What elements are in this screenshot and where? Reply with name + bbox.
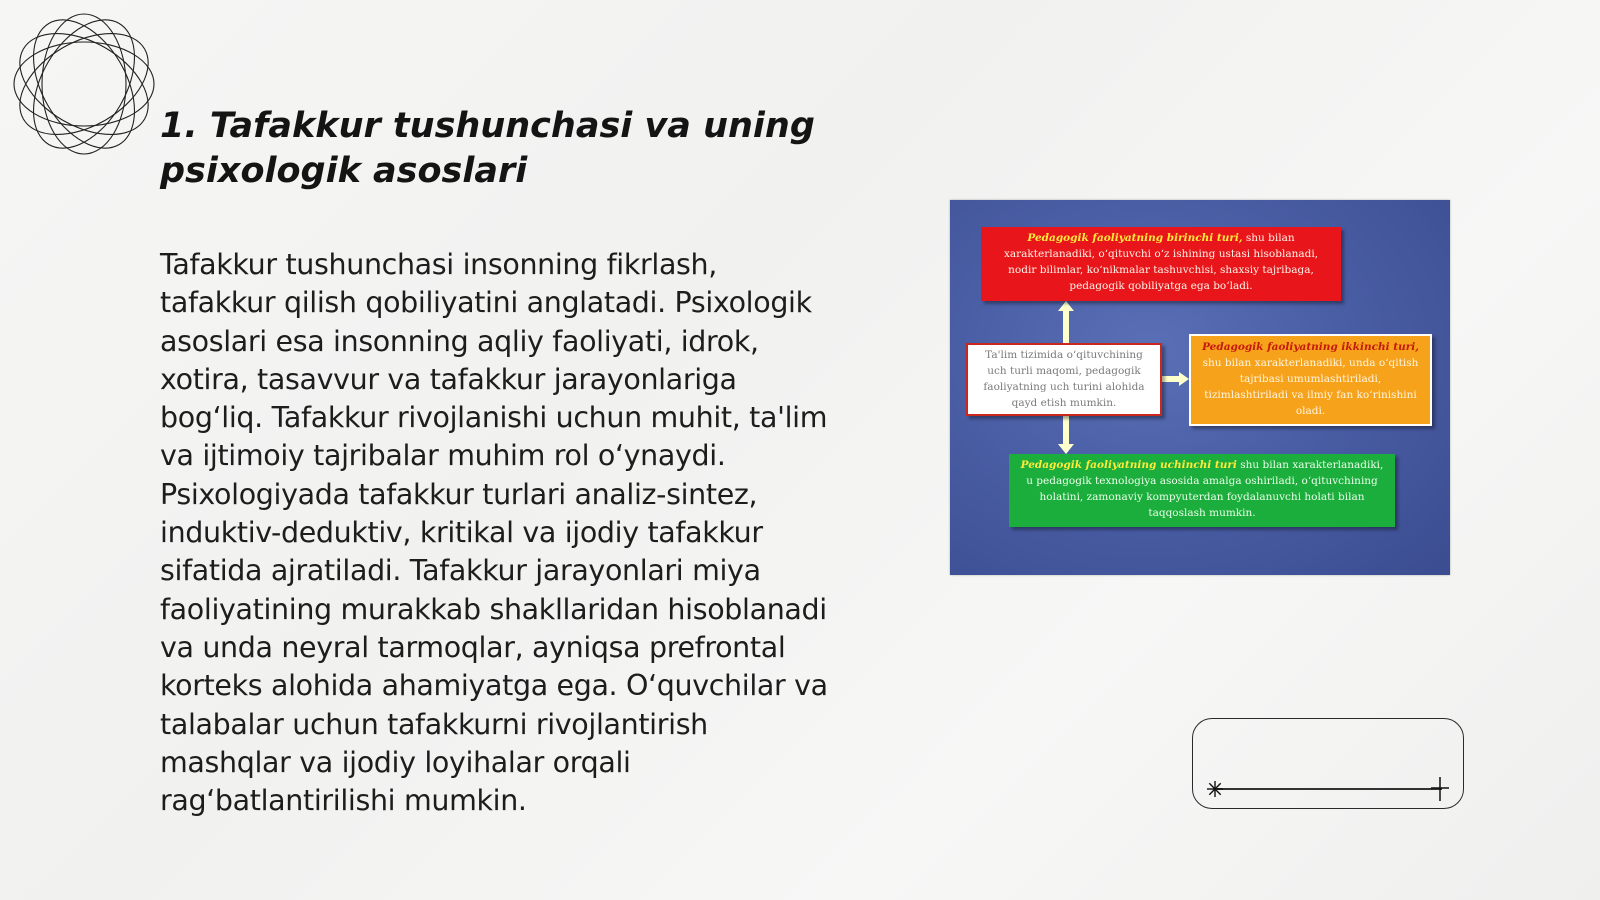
second-type-text: shu bilan xarakterlanadiki, unda o‘qitish tajribasi umumlashtiriladi, tizimlashtiriladi va ilmiy fan ko‘rinishini oladi. [1202, 357, 1419, 417]
third-type-lead: Pedagogik faoliyatning uchinchi turi [1020, 459, 1237, 471]
first-type-lead: Pedagogik faoliyatning birinchi turi, [1027, 232, 1243, 244]
star-burst-icon [1205, 779, 1225, 799]
second-type-lead: Pedagogik faoliyatning ikkinchi turi, [1202, 341, 1419, 353]
arrow-up-icon [1058, 301, 1074, 343]
arrow-down-icon [1058, 416, 1074, 454]
slide-body-text: Tafakkur tushunchasi insonning fikrlash, tafakkur qilish qobiliyatini anglatadi. Psixologik asoslari esa insonning aqliy faoliyati, idrok, xotira, tasavvur va tafakkur jarayonlariga bog‘liq. Tafakkur rivojlanishi uchun muhit, ta'lim va ijtimoiy tajribalar muhim rol o‘ynaydi. Psixologiyada tafakkur turlari analiz-sintez, induktiv-deduktiv, kritikal va ijodiy tafakkur sifatida ajratiladi. Tafakkur jarayonlari miya faoliyatining murakkab shakllaridan hisoblanadi va unda neyral tarmoqlar, ayniqsa prefrontal korteks alohida ahamiyatga ega. O‘quvchilar va talabalar uchun tafakkurni rivojlantirish mashqlar va ijodiy loyihalar orqali rag‘batlantirilishi mumkin. [160, 248, 828, 818]
intro-box [966, 343, 1162, 416]
arrow-right-icon [1162, 372, 1189, 386]
slide-title: 1. Tafakkur tushunchasi va uning psixologik asoslari [160, 106, 815, 191]
pedagogy-diagram [950, 200, 1450, 575]
crosshair-plus-icon [1429, 777, 1451, 801]
second-type-box [1189, 334, 1432, 426]
third-type-box [1009, 454, 1395, 527]
third-type-text: shu bilan xarakterlanadiki, u pedagogik texnologiya asosida amalga oshiriladi, o‘qituvchining holatini, zamonaviy kompyuterdan foydalanuvchi holati bilan taqqoslash mumkin. [1026, 459, 1384, 519]
decorative-slider-frame [1192, 718, 1464, 809]
intro-text: Ta'lim tizimida o‘qituvchining uch turli maqomi, pedagogik faoliyatning uch turini alohida qayd etish mumkin. [983, 349, 1145, 409]
rosette-decoration-icon [10, 10, 158, 158]
first-type-box [981, 227, 1341, 301]
first-type-text: shu bilan xarakterlanadiki, o‘qituvchi o‘z ishining ustasi hisoblanadi, nodir bilimlar, ko‘nikmalar tashuvchisi, shaxsiy tajribaga, pedagogik qobiliyatga ega bo‘ladi. [1003, 232, 1319, 292]
slider-track [1217, 788, 1442, 790]
